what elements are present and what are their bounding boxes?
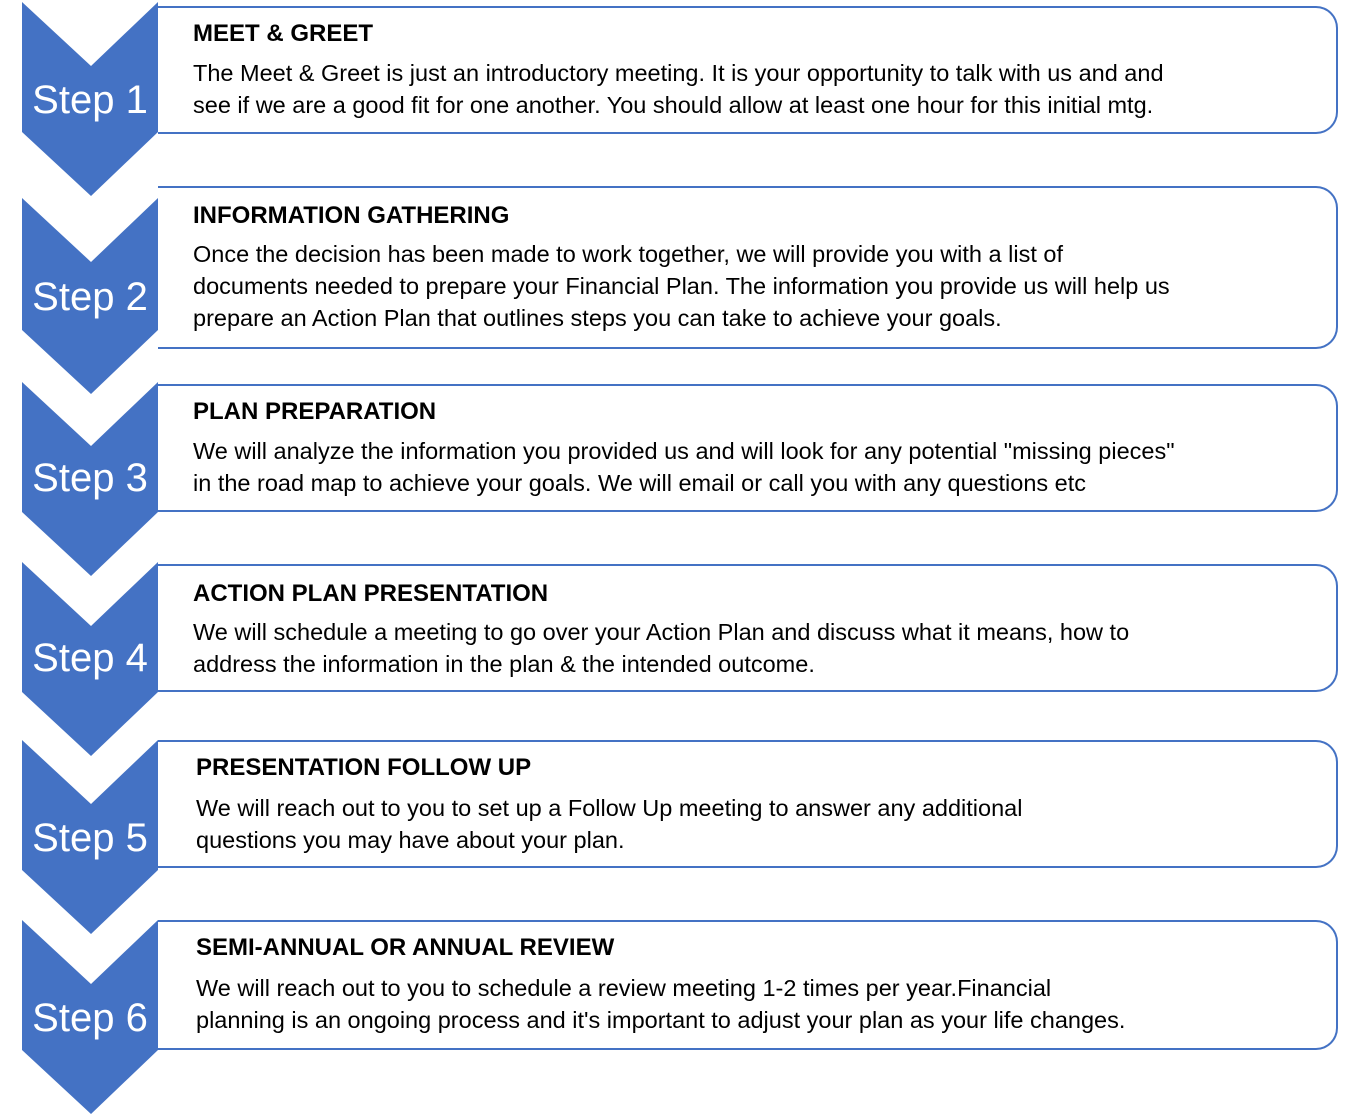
step-6-description: We will reach out to you to schedule a review meeting 1-2 times per year.Financial planning is an ongoing process and it's important to adjust your plan as your life changes. bbox=[196, 975, 1126, 1033]
step-5-description: We will reach out to you to set up a Follow Up meeting to answer any additional questions you may have about your plan. bbox=[196, 795, 1023, 853]
step-1-label: Step 1 bbox=[32, 78, 148, 122]
step-6-label: Step 6 bbox=[32, 996, 148, 1040]
step-2-card bbox=[158, 186, 1338, 349]
step-5-label: Step 5 bbox=[32, 816, 148, 860]
step-3-label: Step 3 bbox=[32, 456, 148, 500]
step-2-title: INFORMATION GATHERING bbox=[193, 202, 510, 229]
step-4-title: ACTION PLAN PRESENTATION bbox=[193, 580, 549, 607]
step-1-description: The Meet & Greet is just an introductory meeting. It is your opportunity to talk with us and and see if we are a good fit for one another. You should allow at least one hour for this initial mtg. bbox=[193, 60, 1164, 118]
step-6-title: SEMI-ANNUAL OR ANNUAL REVIEW bbox=[196, 934, 615, 961]
step-4-label: Step 4 bbox=[32, 636, 148, 680]
step-5-title: PRESENTATION FOLLOW UP bbox=[196, 754, 532, 781]
step-2-label: Step 2 bbox=[32, 275, 148, 319]
step-6-card bbox=[158, 920, 1338, 1050]
step-4-description: We will schedule a meeting to go over your Action Plan and discuss what it means, how to address the information in the plan & the intended outcome. bbox=[193, 619, 1130, 677]
step-3-card bbox=[158, 384, 1338, 512]
step-4-card bbox=[158, 564, 1338, 692]
step-3-title: PLAN PREPARATION bbox=[193, 398, 437, 425]
step-2-description: Once the decision has been made to work together, we will provide you with a list of documents needed to prepare your Financial Plan. The information you provide us will help us prepare an Action Plan that outlines steps you can take to achieve your goals. bbox=[193, 241, 1170, 331]
step-1-card bbox=[158, 6, 1338, 134]
step-3-description: We will analyze the information you provided us and will look for any potential "missing pieces" in the road map to achieve your goals. We will email or call you with any questions etc bbox=[193, 438, 1175, 496]
step-5-card bbox=[158, 740, 1338, 868]
step-1-title: MEET & GREET bbox=[193, 20, 374, 47]
